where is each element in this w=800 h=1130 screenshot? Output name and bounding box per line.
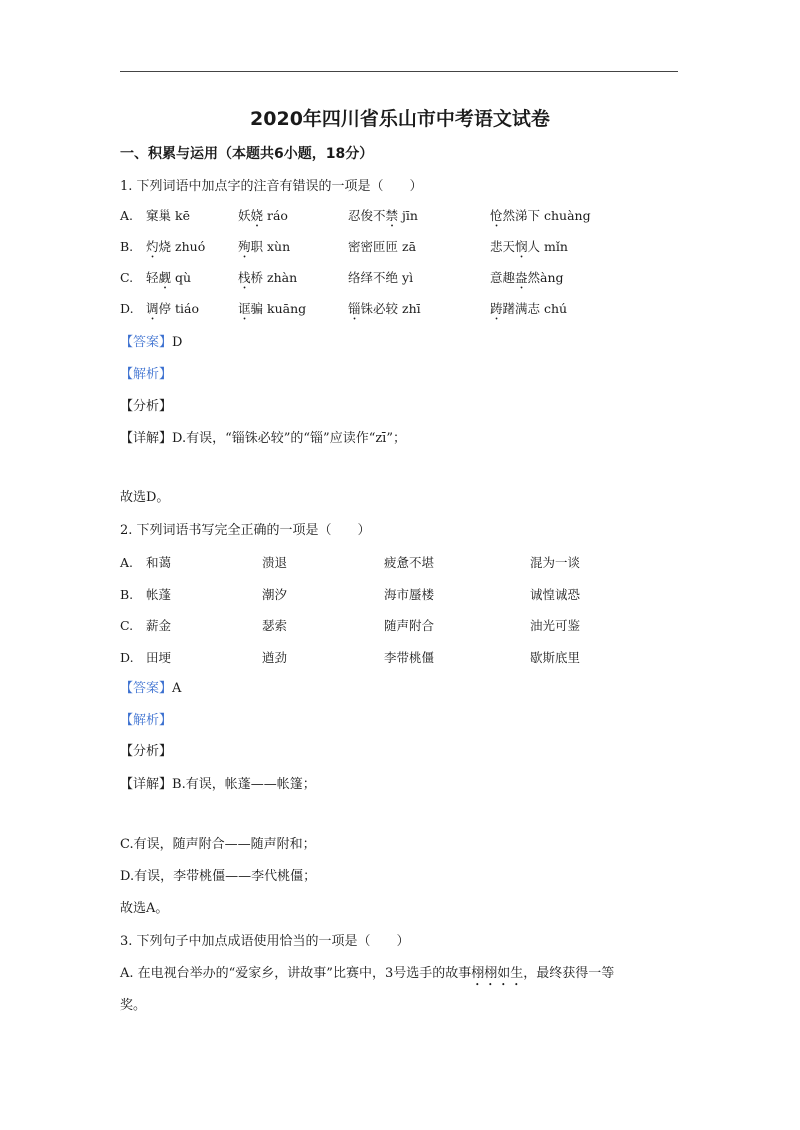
q1-item-pin: zhī	[398, 301, 421, 316]
q1-option-label: A.	[120, 208, 134, 223]
q2-detail-2: C.有误，随声附合——随声附和；	[120, 837, 316, 852]
q1-item-pin: mǐn	[540, 239, 568, 254]
q1-item-pre: 络绎不	[348, 270, 386, 285]
q1-item-pin: qù	[171, 270, 192, 285]
section-heading: 一、积累与运用（本题共6小题，18分）	[120, 146, 374, 162]
question-3-stem: 3. 下列句子中加点成语使用恰当的一项是（ ）	[120, 934, 410, 949]
answer-value: A	[172, 681, 182, 696]
q2-option-item: 油光可鉴	[530, 618, 581, 633]
detail-text: D.有误，“锱铢必较”的“锱”应读作“zī”；	[172, 431, 406, 446]
q1-item-dot: 锱	[348, 301, 361, 316]
answer-label: 【答案】	[120, 681, 173, 696]
q2-option-item: 李带桃僵	[384, 650, 435, 665]
q2-fenxi-label: 【分析】	[120, 744, 173, 759]
q2-option-item: 疲惫不堪	[384, 555, 435, 570]
q1-item-pre: 意趣	[490, 270, 516, 285]
q1-item-post: 匝	[385, 239, 399, 254]
q1-option-item	[348, 207, 418, 230]
q1-option-item	[348, 238, 416, 261]
q1-item-post: 然	[527, 270, 541, 285]
q2-option-label: C.	[120, 618, 134, 633]
q1-jiexi-label: 【解析】	[120, 367, 173, 382]
q1-option-item	[238, 207, 288, 230]
q1-item-post: 桥	[250, 270, 264, 285]
q1-item-dot: 殉	[238, 239, 251, 254]
q1-item-post: 铢必较	[360, 301, 399, 316]
q1-item-dot: 盎	[515, 270, 528, 285]
q2-option-label: B.	[120, 587, 134, 602]
q1-item-post: 巢	[158, 208, 172, 223]
header-rule	[120, 71, 678, 72]
q1-answer	[120, 334, 182, 352]
q2-option-label: D.	[120, 650, 134, 665]
q1-item-pin: jīn	[398, 208, 418, 223]
q2-option-item: 随声附合	[384, 618, 435, 633]
q1-item-pin: àng	[540, 270, 564, 285]
q2-option-item: 溃退	[262, 555, 288, 570]
q1-item-dot: 悯	[515, 239, 528, 254]
q1-item-pre: 悲天	[490, 239, 516, 254]
q2-option-item: 诚惶诚恐	[530, 587, 581, 602]
q2-detail-3: D.有误，李带桃僵——李代桃僵；	[120, 869, 317, 884]
q1-option-item	[490, 269, 564, 292]
q2-option-item: 海市蜃楼	[384, 587, 435, 602]
q1-item-post: 然涕下	[502, 208, 541, 223]
q2-option-item: 薪金	[146, 618, 172, 633]
answer-value: D	[172, 335, 183, 350]
q1-item-pin: kē	[171, 208, 190, 223]
q1-item-pre: 轻	[146, 270, 159, 285]
q1-option-item	[348, 300, 421, 323]
q2-option-item: 潮汐	[262, 587, 288, 602]
q1-detail	[120, 430, 406, 448]
q1-item-pin: zhàn	[263, 270, 298, 285]
q3-option-a	[120, 965, 614, 989]
q1-item-dot: 觑	[158, 270, 172, 285]
q1-item-pin: ráo	[263, 208, 288, 223]
q1-option-label: D.	[120, 301, 134, 316]
q1-item-dot: 禁	[385, 208, 399, 223]
q2-option-item: 瑟索	[262, 618, 288, 633]
q1-option-item	[146, 207, 190, 230]
q3-option-a-continued: 奖。	[120, 998, 147, 1013]
answer-label: 【答案】	[120, 335, 173, 350]
q2-answer	[120, 680, 181, 698]
q1-conclusion: 故选D。	[120, 490, 170, 505]
q1-option-label: B.	[120, 239, 134, 254]
q1-item-dot: 灼	[146, 239, 159, 254]
q2-option-label: A.	[120, 555, 134, 570]
q1-item-pin: kuāng	[263, 301, 307, 316]
q1-item-pre: 忍俊不	[348, 208, 386, 223]
q3-a-text-post: ，最终获得一等	[523, 966, 615, 981]
q1-option-label: C.	[120, 270, 134, 285]
detail-label: 【详解】	[120, 777, 173, 792]
q1-item-dot: 调	[146, 301, 159, 316]
q1-option-item	[490, 300, 567, 323]
q1-item-dot: 怆	[490, 208, 503, 223]
q2-conclusion: 故选A。	[120, 901, 169, 916]
q1-item-dot: 娆	[250, 208, 264, 223]
q1-item-post: 人	[527, 239, 541, 254]
q1-item-pin: yì	[398, 270, 414, 285]
q1-item-post: 绝	[385, 270, 399, 285]
q2-option-item: 混为一谈	[530, 555, 581, 570]
q1-option-item	[238, 238, 290, 261]
q3-a-text-pre: A. 在电视台举办的“爱家乡，讲故事”比赛中，3号选手的故事	[120, 966, 472, 981]
q1-option-item	[490, 207, 591, 230]
q1-item-post: 烧	[158, 239, 172, 254]
q1-option-item	[238, 269, 297, 292]
detail-text: B.有误，帐蓬——帐篷；	[172, 777, 316, 792]
q1-option-item	[146, 269, 191, 292]
q2-option-item: 田埂	[146, 650, 172, 665]
q1-item-pin: zhuó	[171, 239, 206, 254]
q1-option-item	[348, 269, 413, 292]
q3-a-dotted-idiom: 栩栩如生	[471, 966, 524, 981]
q1-item-post: 骗	[250, 301, 264, 316]
q1-item-pin: chú	[540, 301, 568, 316]
q1-item-post: 躇满志	[502, 301, 541, 316]
question-2-stem: 2. 下列词语书写完全正确的一项是（ ）	[120, 523, 371, 538]
q2-option-item: 歇斯底里	[530, 650, 581, 665]
q1-item-post: 停	[158, 301, 172, 316]
q1-item-dot: 踌	[490, 301, 503, 316]
q1-option-item	[146, 300, 199, 323]
q2-jiexi-label: 【解析】	[120, 713, 173, 728]
q1-item-dot: 诓	[238, 301, 251, 316]
q1-fenxi-label: 【分析】	[120, 399, 173, 414]
q1-item-pin: xùn	[263, 239, 291, 254]
q1-option-item	[238, 300, 306, 323]
q1-item-pin: chuàng	[540, 208, 591, 223]
q2-option-item: 和蔼	[146, 555, 172, 570]
page-title: 2020年四川省乐山市中考语文试卷	[250, 108, 550, 130]
q1-item-pin: zā	[398, 239, 417, 254]
detail-label: 【详解】	[120, 431, 173, 446]
q1-item-dot: 栈	[238, 270, 251, 285]
q1-option-item	[146, 238, 205, 261]
q2-option-item: 帐蓬	[146, 587, 172, 602]
q1-item-post: 职	[250, 239, 264, 254]
q2-detail	[120, 776, 316, 794]
q1-option-item	[490, 238, 568, 261]
q1-item-pre: 密密匝	[348, 239, 386, 254]
q1-item-pre: 窠	[146, 208, 159, 223]
question-1-stem: 1. 下列词语中加点字的注音有错误的一项是（ ）	[120, 179, 423, 194]
q1-item-pin: tiáo	[171, 301, 200, 316]
q1-item-pre: 妖	[238, 208, 251, 223]
q2-option-item: 遒劲	[262, 650, 288, 665]
